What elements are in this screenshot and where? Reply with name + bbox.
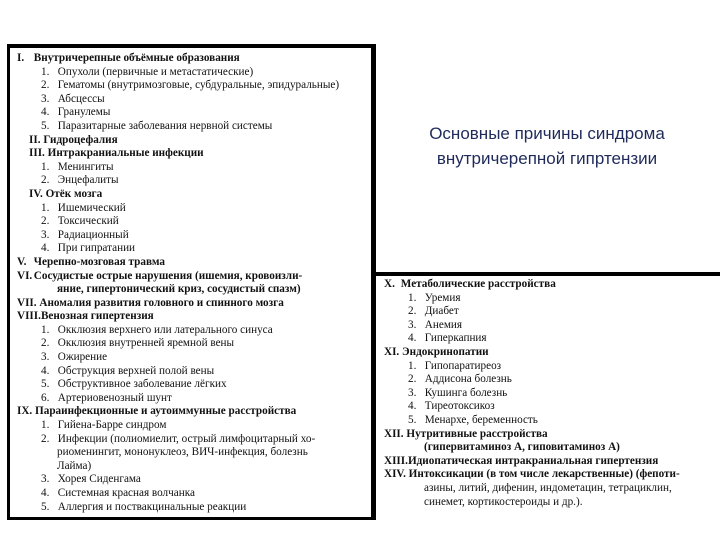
list-item: 4. Тиреотоксикоз <box>408 400 495 413</box>
section-heading: I. Внутричерепные объёмные образования <box>17 52 240 64</box>
list-item: 1. Гипопаратиреоз <box>408 359 502 372</box>
slide-title-line-1: Основные причины синдрома <box>429 124 665 143</box>
list-item: 2. Токсический <box>41 215 119 228</box>
list-item: 4. При гипратании <box>41 242 136 255</box>
left-causes-panel <box>7 44 376 520</box>
list-item-continued: риоменингит, мононуклеоз, ВИЧ-инфекция, болезнь <box>57 446 308 459</box>
list-item: 2. Диабет <box>408 305 459 318</box>
section-heading: VIII.Венозная гипертензия <box>17 310 154 323</box>
list-item: 3. Радиационный <box>41 228 129 241</box>
list-item: 3. Хорея Сиденгама <box>41 473 141 486</box>
list-item: 5. Паразитарные заболевания нервной системы <box>41 119 273 132</box>
list-item: 5. Аллергия и поствакцинальные реакции <box>41 500 247 513</box>
section-heading-continued: яние, гипертонический криз, сосудистый спазм) <box>57 283 301 296</box>
section-heading: X. Метаболические расстройства <box>384 278 556 290</box>
list-item: 3. Анемия <box>408 318 463 331</box>
list-item: 5. Менархе, беременность <box>408 413 538 426</box>
list-item: 2. Гематомы (внутримозговые, субдуральные, эпидуральные) <box>41 79 340 92</box>
list-item: 2. Энцефалиты <box>41 174 119 187</box>
section-text-continued: синемет, кортикостероиды и др.). <box>424 495 583 508</box>
section-heading: XII. Нутритивные расстройства <box>384 427 548 440</box>
section-heading: XIII.Идиопатическая интракраниальная гипертензия <box>384 454 659 467</box>
list-item: 2. Окклюзия внутренней яремной вены <box>41 337 235 350</box>
section-heading: XIV. Интоксикации (в том числе лекарственные) (фепоти- <box>384 468 680 481</box>
list-item: 6. Артериовенозный шунт <box>41 391 172 404</box>
list-item: 3. Кушинга болезнь <box>408 386 508 399</box>
list-item: 4. Гранулемы <box>41 106 111 119</box>
list-item: 1. Окклюзия верхнего или латерального синуса <box>41 323 273 336</box>
list-item: 4. Системная красная волчанка <box>41 487 195 499</box>
slide-title-line-2: внутричерепной гипртензии <box>436 149 658 168</box>
list-item: 1. Уремия <box>408 291 461 304</box>
right-causes-panel <box>372 272 720 518</box>
list-item: 3. Ожирение <box>41 351 108 364</box>
section-heading: V. Черепно-мозговая травма <box>17 255 165 268</box>
section-heading: IX. Параинфекционные и аутоиммунные расстройства <box>17 405 297 418</box>
section-text-continued: азины, литий, дифенин, индометацин, тетрациклин, <box>424 481 672 494</box>
list-item: 2. Аддисона болезнь <box>408 373 512 386</box>
section-heading-continued: (гипервитаминоз А, гиповитаминоз А) <box>424 441 620 454</box>
list-item-continued: Лайма) <box>57 459 92 472</box>
list-item: 1. Ишемический <box>41 201 126 214</box>
list-item: 2. Инфекции (полиомиелит, острый лимфоцитарный хо- <box>41 432 316 445</box>
list-item: 1. Менингиты <box>41 160 114 173</box>
slide-title <box>380 121 714 171</box>
list-item: 5. Обструктивное заболевание лёгких <box>41 378 227 391</box>
list-item: 1. Гийена-Барре синдром <box>41 419 167 432</box>
list-item: 4. Обструкция верхней полой вены <box>41 364 215 377</box>
list-item: 4. Гиперкапния <box>408 332 487 345</box>
list-item: 3. Абсцессы <box>41 92 105 105</box>
section-heading: XI. Эндокринопатии <box>384 345 489 358</box>
section-heading: IV. Отёк мозга <box>29 187 103 200</box>
section-heading: VII. Аномалия развития головного и спинного мозга <box>17 296 284 309</box>
section-heading: II. Гидроцефалия <box>29 133 118 146</box>
section-heading: VI. Сосудистые острые нарушения (ишемия, кровоизли- <box>17 269 303 282</box>
list-item: 1. Опухоли (первичные и метастатические) <box>41 65 254 78</box>
section-heading: III. Интракраниальные инфекции <box>29 147 204 160</box>
